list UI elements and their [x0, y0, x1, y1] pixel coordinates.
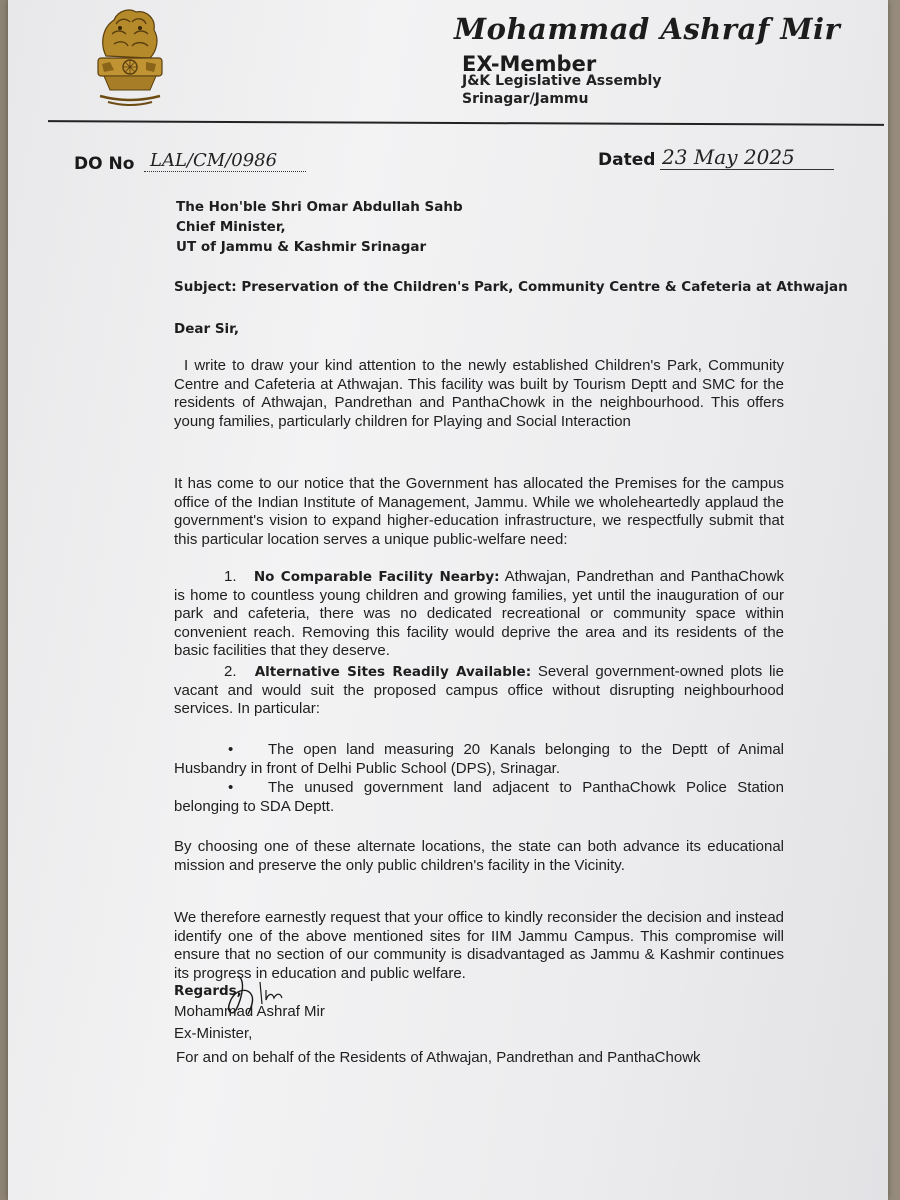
letterhead-name: Mohammad Ashraf Mir [454, 12, 841, 46]
body-paragraph-3: By choosing one of these alternate locations, the state can both advance its educational mission and preserve the only public children's facility in the Vicinity. [174, 838, 784, 874]
point-1-number: 1. [224, 568, 237, 585]
subject-line: Subject: Preservation of the Children's Park, Community Centre & Cafeteria at Athwajan [174, 279, 848, 295]
recipient-designation: Chief Minister, [176, 219, 286, 235]
point-1 [174, 568, 784, 661]
point-2 [174, 663, 784, 719]
letterhead-location: Srinagar/Jammu [462, 91, 589, 107]
bullet-1-text: The open land measuring 20 Kanals belonging to the Deptt of Animal Husbandry in front of Delhi Public School (DPS), Srinagar. [174, 741, 784, 777]
bullet-2-text: The unused government land adjacent to PanthaChowk Police Station belonging to SDA Deptt. [174, 779, 784, 815]
bullet-icon: • [228, 779, 234, 796]
bullet-item-2 [174, 779, 784, 816]
point-1-text: Athwajan, Pandrethan and PanthaChowk is home to countless young children and growing families, yet until the inauguration of our park and cafeteria, there was no dedicated recreational or community space within convenient reach. Removing this facility would deprive the area and its residents of the basic facilities that they deserve. [174, 568, 785, 660]
point-1-heading: No Comparable Facility Nearby: [253, 569, 500, 585]
do-number: LAL/CM/0986 [144, 150, 306, 172]
recipient-office: UT of Jammu & Kashmir Srinagar [176, 239, 427, 255]
bullet-item-1 [174, 741, 784, 778]
do-label: DO No [74, 154, 135, 174]
letterhead-assembly: J&K Legislative Assembly [462, 73, 662, 89]
regards-label: Regards, [174, 983, 242, 999]
point-2-text: Several government-owned plots lie vacant and would suit the proposed campus office without disrupting neighbourhood services. In particular: [174, 663, 784, 718]
signatory-designation: Ex-Minister, [174, 1025, 253, 1042]
letter-date: 23 May 2025 [660, 145, 834, 170]
letter-page [8, 0, 888, 1200]
national-emblem-icon [86, 4, 172, 112]
body-paragraph-4: We therefore earnestly request that your office to kindly reconsider the decision and instead identify one of the above mentioned sites for IIM Jammu Campus. This compromise will ensure that no section of our community is disadvantaged as Jammu & Kashmir continues its progress in education and public welfare. [174, 909, 784, 982]
dated-label: Dated [598, 150, 656, 170]
point-2-heading: Alternative Sites Readily Available: [254, 664, 532, 680]
point-2-number: 2. [224, 663, 237, 680]
body-paragraph-2: It has come to our notice that the Government has allocated the Premises for the campus office of the Indian Institute of Management, Jammu. While we wholeheartedly applaud the government's vision to expand higher-education infrastructure, we respectfully submit that this particular location serves a unique public-welfare need: [174, 475, 784, 548]
signatory-name: Mohammad Ashraf Mir [174, 1003, 325, 1020]
header-divider [48, 120, 884, 126]
bullet-icon: • [228, 741, 234, 758]
salutation: Dear Sir, [174, 321, 239, 337]
recipient-name: The Hon'ble Shri Omar Abdullah Sahb [176, 199, 463, 215]
behalf-line: For and on behalf of the Residents of Athwajan, Pandrethan and PanthaChowk [176, 1049, 701, 1066]
body-paragraph-1: I write to draw your kind attention to the newly established Children's Park, Community Centre and Cafeteria at Athwajan. This facility was built by Tourism Deptt and SMC for the residents of Athwajan, Pandrethan and PanthaChowk in the neighbourhood. This offers young families, particularly children for Playing and Social Interaction [174, 357, 784, 430]
letterhead-title: EX-Member [462, 52, 597, 76]
